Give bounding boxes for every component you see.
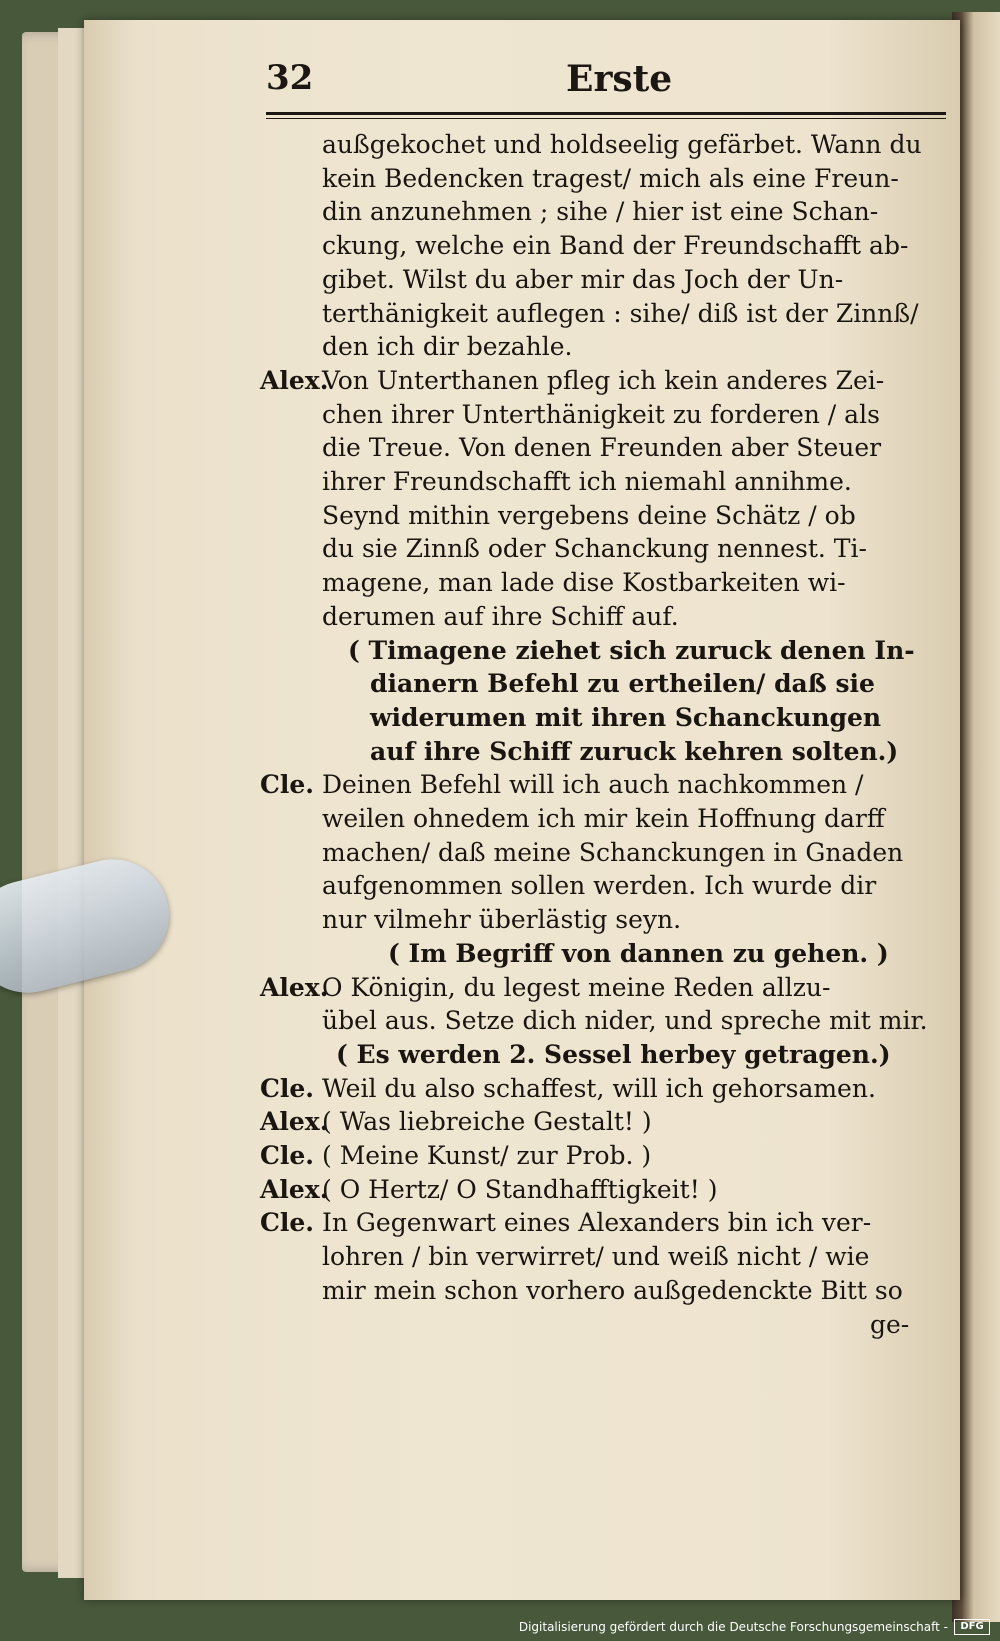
speaker-name: Cle. xyxy=(260,1073,315,1103)
speaker-name: Alex. xyxy=(260,972,329,1002)
line-text: chen ihrer Unterthänigkeit zu forderen / als xyxy=(322,399,880,429)
speaker-name: Cle. xyxy=(260,1141,315,1170)
line-text: Deinen Befehl will ich auch nachkommen / xyxy=(322,770,864,800)
dfg-logo: DFG xyxy=(954,1619,990,1635)
speaker-name: Alex. xyxy=(260,1174,329,1204)
line-text: weilen ohnedem ich mir kein Hoffnung darff xyxy=(322,804,885,833)
line-text: In Gegenwart eines Alexanders bin ich ver- xyxy=(322,1208,872,1238)
line-text: Weil du also schaffest, will ich gehorsamen. xyxy=(322,1073,876,1103)
line-text: kein Bedencken tragest/ mich als eine Freun- xyxy=(322,163,899,193)
line-text: die Treue. Von denen Freunden aber Steuer xyxy=(322,433,882,463)
line-text: gibet. Wilst du aber mir das Joch der Un- xyxy=(322,264,844,294)
line-text: lohren / bin verwirret/ und weiß nicht / wie xyxy=(322,1242,870,1272)
speaker-name: Cle. xyxy=(260,1208,315,1238)
footer-credit xyxy=(519,1617,990,1637)
line-text: derumen auf ihre Schiff auf. xyxy=(322,601,679,631)
footer-text: Digitalisierung gefördert durch die Deutsche Forschungsgemeinschaft - xyxy=(518,1620,948,1634)
line-text: ihrer Freundschafft ich niemahl annihme. xyxy=(322,467,852,496)
line-text: ( Timagene ziehet sich zuruck denen In- xyxy=(348,635,915,665)
line-text: dianern Befehl zu ertheilen/ daß sie xyxy=(370,669,875,699)
line-text: ( Es werden 2. Sessel herbey getragen.) xyxy=(336,1039,891,1069)
line-text: auf ihre Schiff zuruck kehren solten.) xyxy=(370,736,899,766)
running-head: Erste xyxy=(566,58,673,100)
speaker-name: Alex. xyxy=(260,365,329,395)
line-text: Von Unterthanen pfleg ich kein anderes Zei- xyxy=(322,365,885,395)
line-text: ( Was liebreiche Gestalt! ) xyxy=(322,1107,652,1137)
line-text: aufgenommen sollen werden. Ich wurde dir xyxy=(322,871,877,901)
line-text: terthänigkeit auflegen : sihe/ diß ist der Zinnß/ xyxy=(322,298,919,328)
line-text: außgekochet und holdseelig gefärbet. Wann du xyxy=(322,130,922,159)
line-text: din anzunehmen ; sihe / hier ist eine Schan- xyxy=(322,197,879,227)
line-text: ( Im Begriff von dannen zu gehen. ) xyxy=(388,938,889,968)
header-rule-thin xyxy=(266,118,946,119)
line-text: du sie Zinnß oder Schanckung nennest. Ti- xyxy=(322,534,867,564)
line-text: magene, man lade dise Kostbarkeiten wi- xyxy=(322,568,846,598)
page-header xyxy=(266,58,946,118)
line-text: ( Meine Kunst/ zur Prob. ) xyxy=(322,1141,652,1170)
line-text: machen/ daß meine Schanckungen in Gnaden xyxy=(322,837,904,867)
line-text: ( O Hertz/ O Standhafftigkeit! ) xyxy=(322,1174,718,1204)
speaker-name: Cle. xyxy=(260,770,315,800)
line-text: Seynd mithin vergebens deine Schätz / ob xyxy=(322,500,856,530)
line-text: ge- xyxy=(870,1309,910,1339)
page-number: 32 xyxy=(266,58,314,98)
line-text: ckung, welche ein Band der Freundschafft ab- xyxy=(322,231,909,261)
line-text: O Königin, du legest meine Reden allzu- xyxy=(322,972,831,1002)
speaker-name: Alex. xyxy=(260,1107,329,1137)
line-text: übel aus. Setze dich nider, und spreche mit mir. xyxy=(322,1006,928,1036)
header-rule-thick xyxy=(266,112,946,115)
line-text: mir mein schon vorhero außgedenckte Bitt so xyxy=(322,1275,903,1305)
line-text: widerumen mit ihren Schanckungen xyxy=(370,702,882,732)
line-text: den ich dir bezahle. xyxy=(322,332,573,362)
line-text: nur vilmehr überlästig seyn. xyxy=(322,905,682,935)
